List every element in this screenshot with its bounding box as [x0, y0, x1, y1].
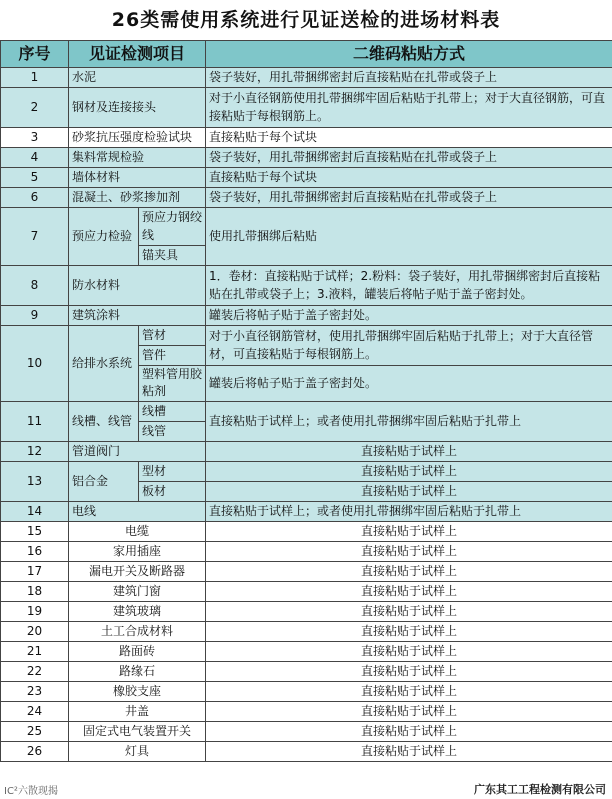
row-method: 对于小直径钢筋使用扎带捆绑牢固后粘贴于扎带上；对于大直径钢筋，可直接粘贴于每根钢筋上。 — [206, 88, 612, 128]
row-method: 直接粘贴于试样上 — [206, 741, 612, 761]
row-no: 12 — [1, 441, 69, 461]
row-item: 路面砖 — [69, 641, 206, 661]
row-no: 17 — [1, 561, 69, 581]
table-row — [1, 148, 612, 168]
table-row — [1, 266, 612, 306]
row-no: 8 — [1, 266, 69, 306]
row-method: 袋子装好，用扎带捆绑密封后直接粘贴在扎带或袋子上 — [206, 68, 612, 88]
row-item: 防水材料 — [69, 266, 206, 306]
row-item: 水泥 — [69, 68, 206, 88]
row-no: 18 — [1, 581, 69, 601]
row-item: 墙体材料 — [69, 168, 206, 188]
table-row — [1, 306, 612, 326]
table-row — [1, 441, 612, 461]
table-row — [1, 601, 612, 621]
row-no: 4 — [1, 148, 69, 168]
row-no: 21 — [1, 641, 69, 661]
row-no: 2 — [1, 88, 69, 128]
materials-table — [0, 40, 612, 762]
row-no: 9 — [1, 306, 69, 326]
row-method: 直接粘贴于试样上 — [206, 521, 612, 541]
table-row — [1, 621, 612, 641]
row-method: 罐装后将帖子贴于盖子密封处。 — [206, 366, 612, 402]
row-no: 19 — [1, 601, 69, 621]
table-row — [1, 681, 612, 701]
table-row — [1, 561, 612, 581]
row-item: 固定式电气装置开关 — [69, 721, 206, 741]
row-item: 线槽、线管 — [69, 401, 139, 441]
row-method: 直接粘贴于试样上 — [206, 581, 612, 601]
watermark-right: 广东其工工程检测有限公司 — [474, 783, 606, 796]
watermark-left: IC²六散现揭 — [4, 786, 58, 797]
row-method: 直接粘贴于试样上 — [206, 441, 612, 461]
row-item: 电缆 — [69, 521, 206, 541]
row-no: 5 — [1, 168, 69, 188]
table-row — [1, 581, 612, 601]
table-header-row — [1, 41, 612, 68]
row-subitem: 型材 — [139, 461, 206, 481]
row-method: 1．卷材：直接粘贴于试样；2.粉料：袋子装好，用扎带捆绑密封后直接粘贴在扎带或袋子上；3.液料，罐装后将帖子贴于盖子密封处。 — [206, 266, 612, 306]
row-item: 电线 — [69, 501, 206, 521]
table-row — [1, 208, 612, 246]
row-no: 22 — [1, 661, 69, 681]
row-method: 直接粘贴于试样上；或者使用扎带捆绑牢固后粘贴于扎带上 — [206, 501, 612, 521]
row-item: 土工合成材料 — [69, 621, 206, 641]
table-row — [1, 401, 612, 421]
row-item: 灯具 — [69, 741, 206, 761]
row-method: 直接粘贴于试样上 — [206, 601, 612, 621]
row-no: 16 — [1, 541, 69, 561]
row-method: 直接粘贴于试样上 — [206, 541, 612, 561]
row-method: 直接粘贴于试样上 — [206, 641, 612, 661]
row-method: 直接粘贴于试样上 — [206, 461, 612, 481]
row-item: 建筑玻璃 — [69, 601, 206, 621]
row-method: 直接粘贴于试样上 — [206, 681, 612, 701]
row-method: 直接粘贴于每个试块 — [206, 128, 612, 148]
row-method: 直接粘贴于试样上 — [206, 661, 612, 681]
row-method: 对于小直径钢筋管材，使用扎带捆绑牢固后粘贴于扎带上；对于大直径管材，可直接粘贴于每根钢筋上。 — [206, 326, 612, 366]
row-item: 集料常规检验 — [69, 148, 206, 168]
table-row — [1, 501, 612, 521]
row-no: 11 — [1, 401, 69, 441]
row-item: 家用插座 — [69, 541, 206, 561]
row-no: 15 — [1, 521, 69, 541]
row-subitem: 锚夹具 — [139, 246, 206, 266]
row-subitem: 塑料管用胶粘剂 — [139, 366, 206, 402]
row-subitem: 板材 — [139, 481, 206, 501]
row-method: 直接粘贴于试样上 — [206, 481, 612, 501]
table-row — [1, 661, 612, 681]
header-method: 二维码粘贴方式 — [206, 41, 612, 68]
row-method: 直接粘贴于试样上 — [206, 621, 612, 641]
row-method: 罐装后将帖子贴于盖子密封处。 — [206, 306, 612, 326]
row-no: 25 — [1, 721, 69, 741]
row-no: 7 — [1, 208, 69, 266]
page-title: 26类需使用系统进行见证送检的进场材料表 — [111, 9, 501, 31]
row-item: 给排水系统 — [69, 326, 139, 402]
table-row — [1, 521, 612, 541]
table-row — [1, 68, 612, 88]
row-method: 袋子装好，用扎带捆绑密封后直接粘贴在扎带或袋子上 — [206, 188, 612, 208]
table-row — [1, 641, 612, 661]
table-row — [1, 461, 612, 481]
table-row — [1, 88, 612, 128]
row-method: 直接粘贴于试样上 — [206, 561, 612, 581]
row-item: 建筑门窗 — [69, 581, 206, 601]
table-row — [1, 741, 612, 761]
table-row — [1, 326, 612, 346]
row-no: 14 — [1, 501, 69, 521]
header-no: 序号 — [1, 41, 69, 68]
row-no: 1 — [1, 68, 69, 88]
row-method: 直接粘贴于试样上 — [206, 721, 612, 741]
table-row — [1, 168, 612, 188]
table-row — [1, 721, 612, 741]
row-no: 23 — [1, 681, 69, 701]
row-item: 预应力检验 — [69, 208, 139, 266]
row-item: 钢材及连接接头 — [69, 88, 206, 128]
row-item: 砂浆抗压强度检验试块 — [69, 128, 206, 148]
row-item: 漏电开关及断路器 — [69, 561, 206, 581]
row-no: 20 — [1, 621, 69, 641]
row-method: 直接粘贴于试样上；或者使用扎带捆绑牢固后粘贴于扎带上 — [206, 401, 612, 441]
row-method: 直接粘贴于试样上 — [206, 701, 612, 721]
row-subitem: 线槽 — [139, 401, 206, 421]
row-no: 10 — [1, 326, 69, 402]
row-no: 6 — [1, 188, 69, 208]
row-item: 橡胶支座 — [69, 681, 206, 701]
row-item: 井盖 — [69, 701, 206, 721]
row-subitem: 线管 — [139, 421, 206, 441]
row-subitem: 管材 — [139, 326, 206, 346]
row-method: 使用扎带捆绑后粘贴 — [206, 208, 612, 266]
row-subitem: 管件 — [139, 346, 206, 366]
table-row — [1, 188, 612, 208]
row-subitem: 预应力钢绞线 — [139, 208, 206, 246]
row-no: 24 — [1, 701, 69, 721]
row-item: 混凝土、砂浆掺加剂 — [69, 188, 206, 208]
row-no: 13 — [1, 461, 69, 501]
table-row — [1, 701, 612, 721]
row-no: 26 — [1, 741, 69, 761]
row-method: 袋子装好，用扎带捆绑密封后直接粘贴在扎带或袋子上 — [206, 148, 612, 168]
table-row — [1, 541, 612, 561]
header-item: 见证检测项目 — [69, 41, 206, 68]
table-row — [1, 128, 612, 148]
row-method: 直接粘贴于每个试块 — [206, 168, 612, 188]
row-item: 建筑涂料 — [69, 306, 206, 326]
row-item: 铝合金 — [69, 461, 139, 501]
row-no: 3 — [1, 128, 69, 148]
row-item: 路缘石 — [69, 661, 206, 681]
row-item: 管道阀门 — [69, 441, 206, 461]
